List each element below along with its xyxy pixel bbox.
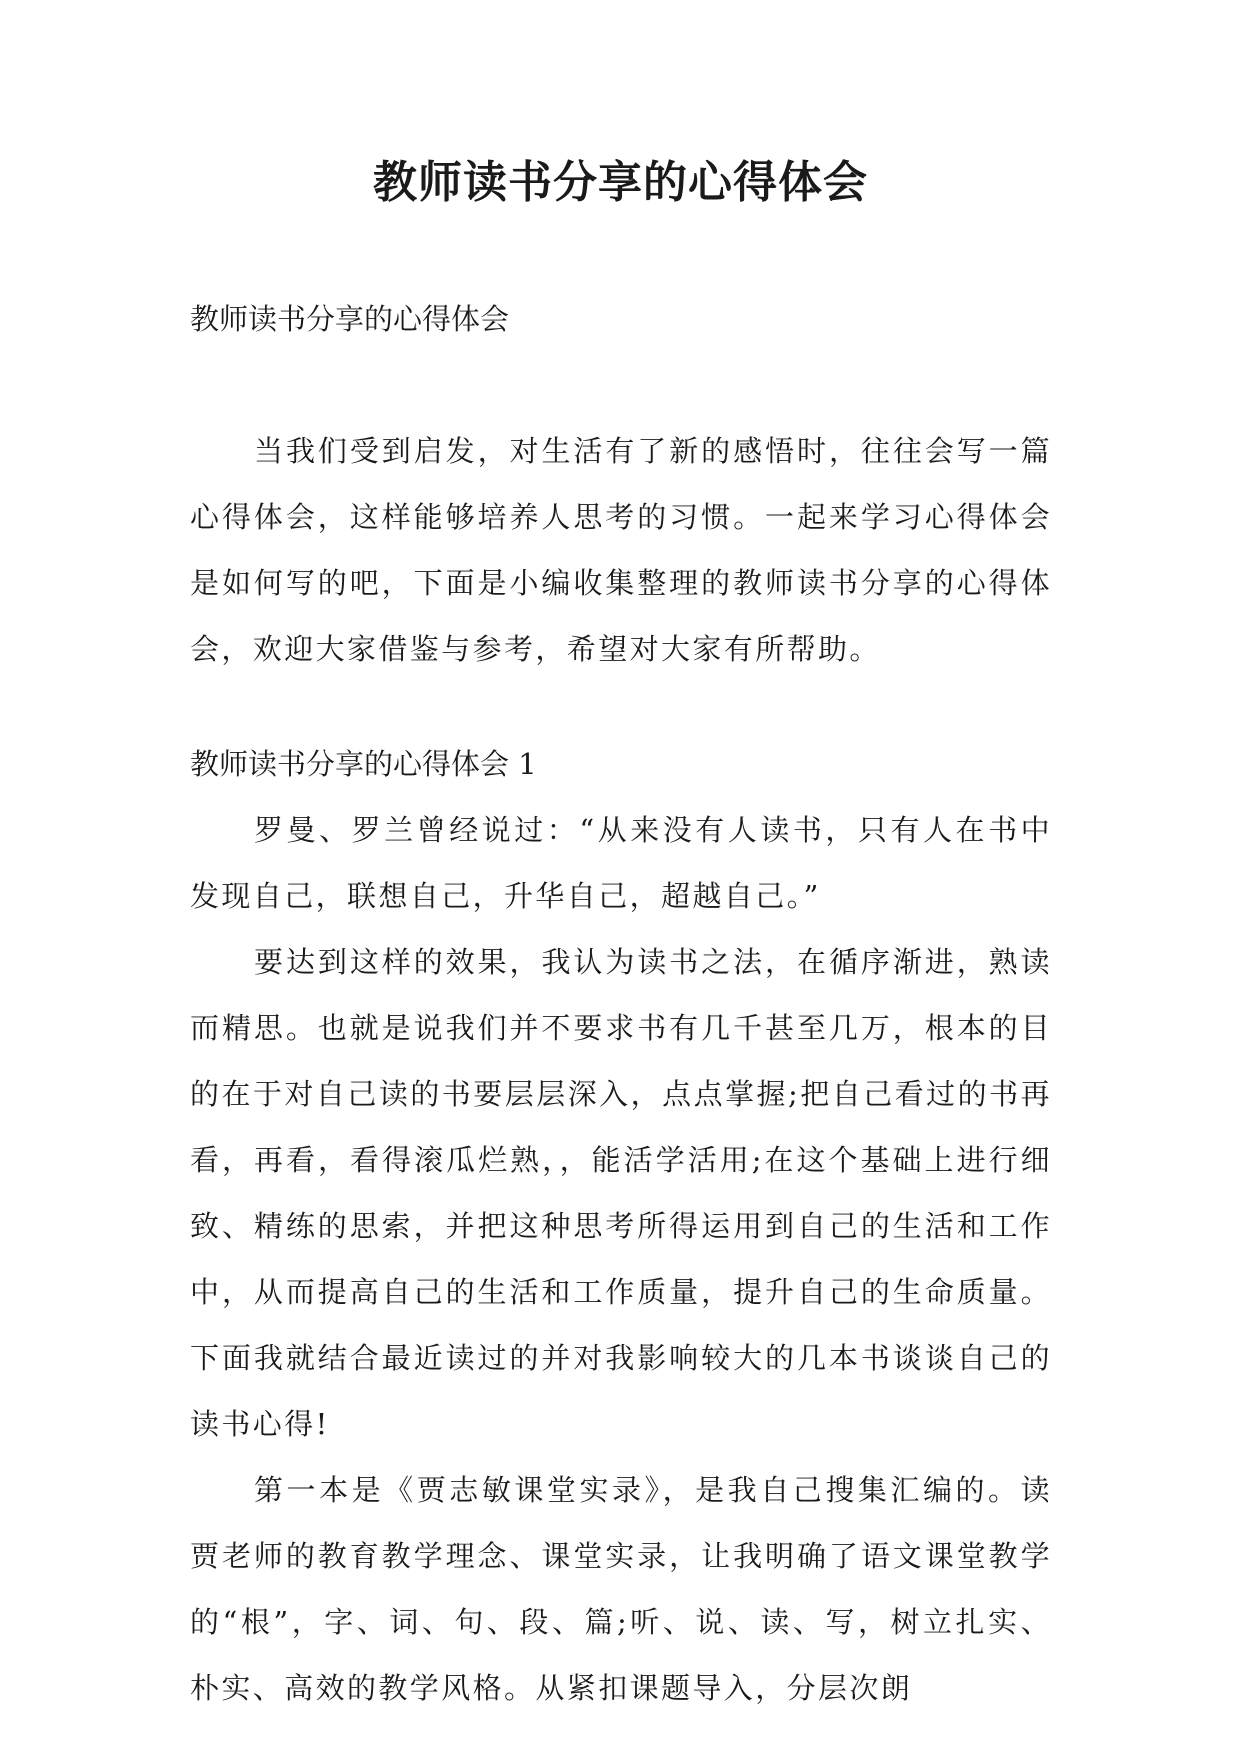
intro-paragraph: 当我们受到启发，对生活有了新的感悟时，往往会写一篇心得体会，这样能够培养人思考的习惯。一起来学习心得体会是如何写的吧，下面是小编收集整理的教师读书分享的心得体会，欢迎大家借鉴与参考，希望对大家有所帮助。 [190, 434, 1052, 666]
blank-line [190, 682, 1052, 731]
section-heading: 教师读书分享的心得体会 1 [190, 747, 537, 781]
blank-line [190, 352, 1052, 418]
body-paragraph: 罗曼、罗兰曾经说过：“从来没有人读书，只有人在书中发现自己，联想自己，升华自己，超越自己。” [190, 813, 1052, 913]
body-paragraph: 第一本是《贾志敏课堂实录》，是我自己搜集汇编的。读贾老师的教育教学理念、课堂实录，让我明确了语文课堂教学的“根”，字、词、句、段、篇;听、说、读、写，树立扎实、朴实、高效的教学风格。从紧扣课题导入，分层次朗 [190, 1473, 1052, 1705]
document-title: 教师读书分享的心得体会 [373, 157, 868, 208]
document-body [190, 286, 1052, 1721]
body-paragraph: 要达到这样的效果，我认为读书之法，在循序渐进，熟读而精思。也就是说我们并不要求书有几千甚至几万，根本的目的在于对自己读的书要层层深入，点点掌握;把自己看过的书再看，再看，看得滚瓜烂熟，，能活学活用;在这个基础上进行细致、精练的思索，并把这种思考所得运用到自己的生活和工作中，从而提高自己的生活和工作质量，提升自己的生命质量。下面我就结合最近读过的并对我影响较大的几本书谈谈自己的读书心得! [190, 945, 1052, 1441]
document-subtitle: 教师读书分享的心得体会 [190, 302, 510, 336]
